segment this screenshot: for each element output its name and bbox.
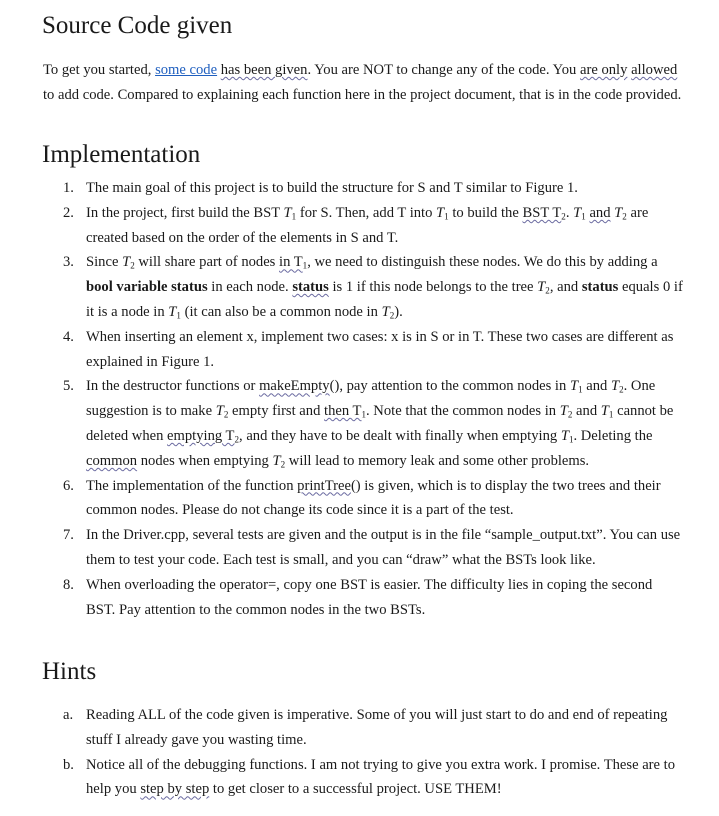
- list-item: b. Notice all of the debugging functions. I am not trying to give you extra work. I promise. These are to help you step by step to get closer to a successful project. USE THEM!: [63, 756, 676, 798]
- intro-paragraph: To get you started, some code has been given. You are NOT to change any of the code. You are only allowed to add code. Compared to explaining each function here in the project document, that is in the code provided.: [43, 62, 682, 103]
- list-item: 2. In the project, first build the BST $T_1$ for S. Then, add T into $T_1$ to build the BST $T_2$. $T_1$ and $T_2$ are created based on the order of the elements in S and T.: [63, 204, 649, 246]
- list-item: 6. The implementation of the function printTree() is given, which is to display the two trees and their common nodes. Please do not change its code since it is a part of the test.: [63, 477, 661, 519]
- section-title-hints: Hints: [42, 658, 97, 685]
- implementation-list: [43, 176, 683, 622]
- hints-list: [43, 703, 683, 802]
- list-item: 1. The main goal of this project is to build the structure for S and T similar to Figure 1.: [63, 180, 578, 196]
- list-item: 3. Since $T_2$ will share part of nodes in $T_1$, we need to distinguish these nodes. We do this by adding a bool variable status in each node. status is 1 if this node belongs to the tree $T_2$, and status equals 0 if it is a node in $T_1$ (it can also be a common node in $T_2$).: [63, 254, 683, 321]
- section-title-source-code: Source Code given: [42, 12, 233, 39]
- list-item: 4. When inserting an element x, implement two cases: x is in S or in T. These two cases are different as explained in Figure 1.: [63, 328, 674, 370]
- section-title-implementation: Implementation: [42, 141, 201, 168]
- list-item: a. Reading ALL of the code given is imperative. Some of you will just start to do and end of repeating stuff I already gave you wasting time.: [63, 707, 668, 748]
- list-item: 8. When overloading the operator=, copy one BST is easier. The difficulty lies in coping the second BST. Pay attention to the common nodes in the two BSTs.: [63, 576, 653, 618]
- list-item: 5. In the destructor functions or makeEmpty(), pay attention to the common nodes in $T_1$ and $T_2$. One suggestion is to make $T_2$ empty first and then $T_1$. Note that the common nodes in $T_2$ and $T_1$ cannot be deleted when emptying $T_2$, and they have to be dealt with finally when emptying $T_1$. Deleting the common nodes when emptying $T_2$ will lead to memory leak and some other problems.: [63, 378, 674, 470]
- some-code-link[interactable]: some code: [155, 62, 218, 78]
- list-item: 7. In the Driver.cpp, several tests are given and the output is in the file “sample_output.txt”. You can use them to test your code. Each test is small, and you can “draw” what the BSTs look like.: [63, 527, 681, 568]
